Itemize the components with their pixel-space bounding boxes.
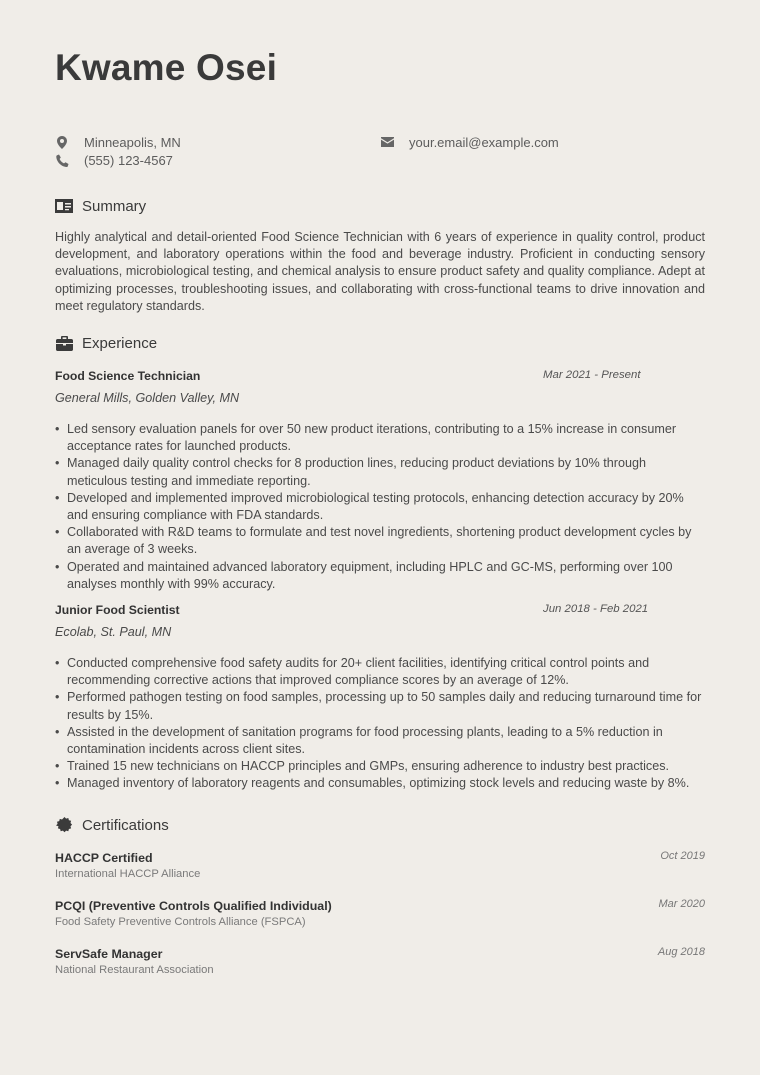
bullet-item: • Assisted in the development of sanitation programs for food processing plants, leading to a 5% reduction in contamination incidents across client sites. (55, 724, 663, 757)
certification-issuer: International HACCP Alliance (55, 867, 201, 880)
location-text: Minneapolis, MN (84, 134, 181, 150)
certification-item (55, 898, 705, 946)
experience-heading (55, 332, 705, 354)
contact-info (55, 133, 705, 173)
email-row (380, 133, 559, 151)
bullet-item: • Collaborated with R&D teams to formulate and test novel ingredients, shortening product development cycles by an average of 3 weeks. (55, 525, 692, 557)
briefcase-icon (55, 334, 73, 352)
job-bullets (55, 655, 706, 793)
candidate-name: Kwame Osei (55, 47, 278, 88)
summary-text: Highly analytical and detail-oriented Food Science Technician with 6 years of experience in quality control, product development, and laboratory operations within the food and beverage industry. Proficient in conducting sensory evaluations, microbiological testing, and chemical analysis to ensure product safety and quality compliance. Adept at optimizing processes, troubleshooting issues, and collaborating with cross-functional teams to drive innovation and meet regulatory standards. (55, 230, 705, 313)
bullet-item: • Operated and maintained advanced laboratory equipment, including HPLC and GC-MS, performing over 100 analyses monthly with 99% accuracy. (55, 559, 673, 591)
certification-name: PCQI (Preventive Controls Qualified Individual) (55, 898, 332, 913)
id-card-icon (55, 197, 73, 215)
bullet-item: • Performed pathogen testing on food samples, processing up to 50 samples daily and reducing turnaround time for results by 15%. (55, 690, 702, 722)
phone-row (55, 151, 173, 169)
job-title: Food Science Technician (55, 369, 201, 384)
certifications-heading (55, 815, 705, 837)
summary-title: Summary (82, 197, 147, 215)
experience-title: Experience (82, 334, 158, 352)
bullet-item: • Developed and implemented improved microbiological testing protocols, enhancing detection accuracy by 20% and ensuring compliance with FDA standards. (55, 490, 684, 523)
envelope-icon (380, 135, 394, 149)
certifications-title: Certifications (82, 817, 169, 835)
summary-heading (55, 195, 705, 217)
job-bullets (55, 421, 706, 593)
certification-list (55, 850, 705, 994)
email-link[interactable]: your.email@example.com (409, 134, 559, 150)
map-pin-icon (55, 135, 69, 149)
certification-issuer: National Restaurant Association (55, 963, 214, 976)
job-date: Mar 2021 - Present (543, 369, 641, 382)
bullet-item: • Conducted comprehensive food safety audits for 20+ client facilities, identifying critical control points and recommending corrective actions that improved compliance scores by an average of 12%. (55, 656, 650, 688)
phone-icon (55, 153, 69, 167)
job-entry (55, 603, 705, 793)
phone-text: (555) 123-4567 (84, 152, 173, 168)
bullet-item: • Managed inventory of laboratory reagents and consumables, optimizing stock levels and reducing waste by 8%. (55, 776, 690, 791)
certification-name: ServSafe Manager (55, 946, 163, 961)
certification-date: Aug 2018 (657, 945, 705, 958)
bullet-item: • Managed daily quality control checks for 8 production lines, reducing product deviations by 10% through meticulous testing and immediate reporting. (55, 456, 646, 488)
bullet-item: • Led sensory evaluation panels for over 50 new product iterations, contributing to a 15% increase in consumer acceptance rates for launched products. (55, 422, 677, 454)
job-employer: General Mills, Golden Valley, MN (55, 391, 240, 406)
job-employer: Ecolab, St. Paul, MN (55, 625, 172, 640)
certification-item (55, 946, 705, 994)
job-header (55, 603, 705, 620)
certification-name: HACCP Certified (55, 850, 153, 865)
location-row (55, 133, 181, 151)
certification-issuer: Food Safety Preventive Controls Alliance (FSPCA) (55, 915, 306, 928)
badge-icon (55, 817, 73, 835)
job-entry (55, 369, 705, 593)
certification-date: Mar 2020 (658, 897, 705, 910)
job-header (55, 369, 705, 386)
bullet-item: • Trained 15 new technicians on HACCP principles and GMPs, ensuring adherence to industry best practices. (55, 759, 670, 774)
certification-item (55, 850, 705, 898)
job-date: Jun 2018 - Feb 2021 (543, 603, 649, 616)
job-title: Junior Food Scientist (55, 603, 180, 618)
certification-date: Oct 2019 (660, 849, 705, 862)
